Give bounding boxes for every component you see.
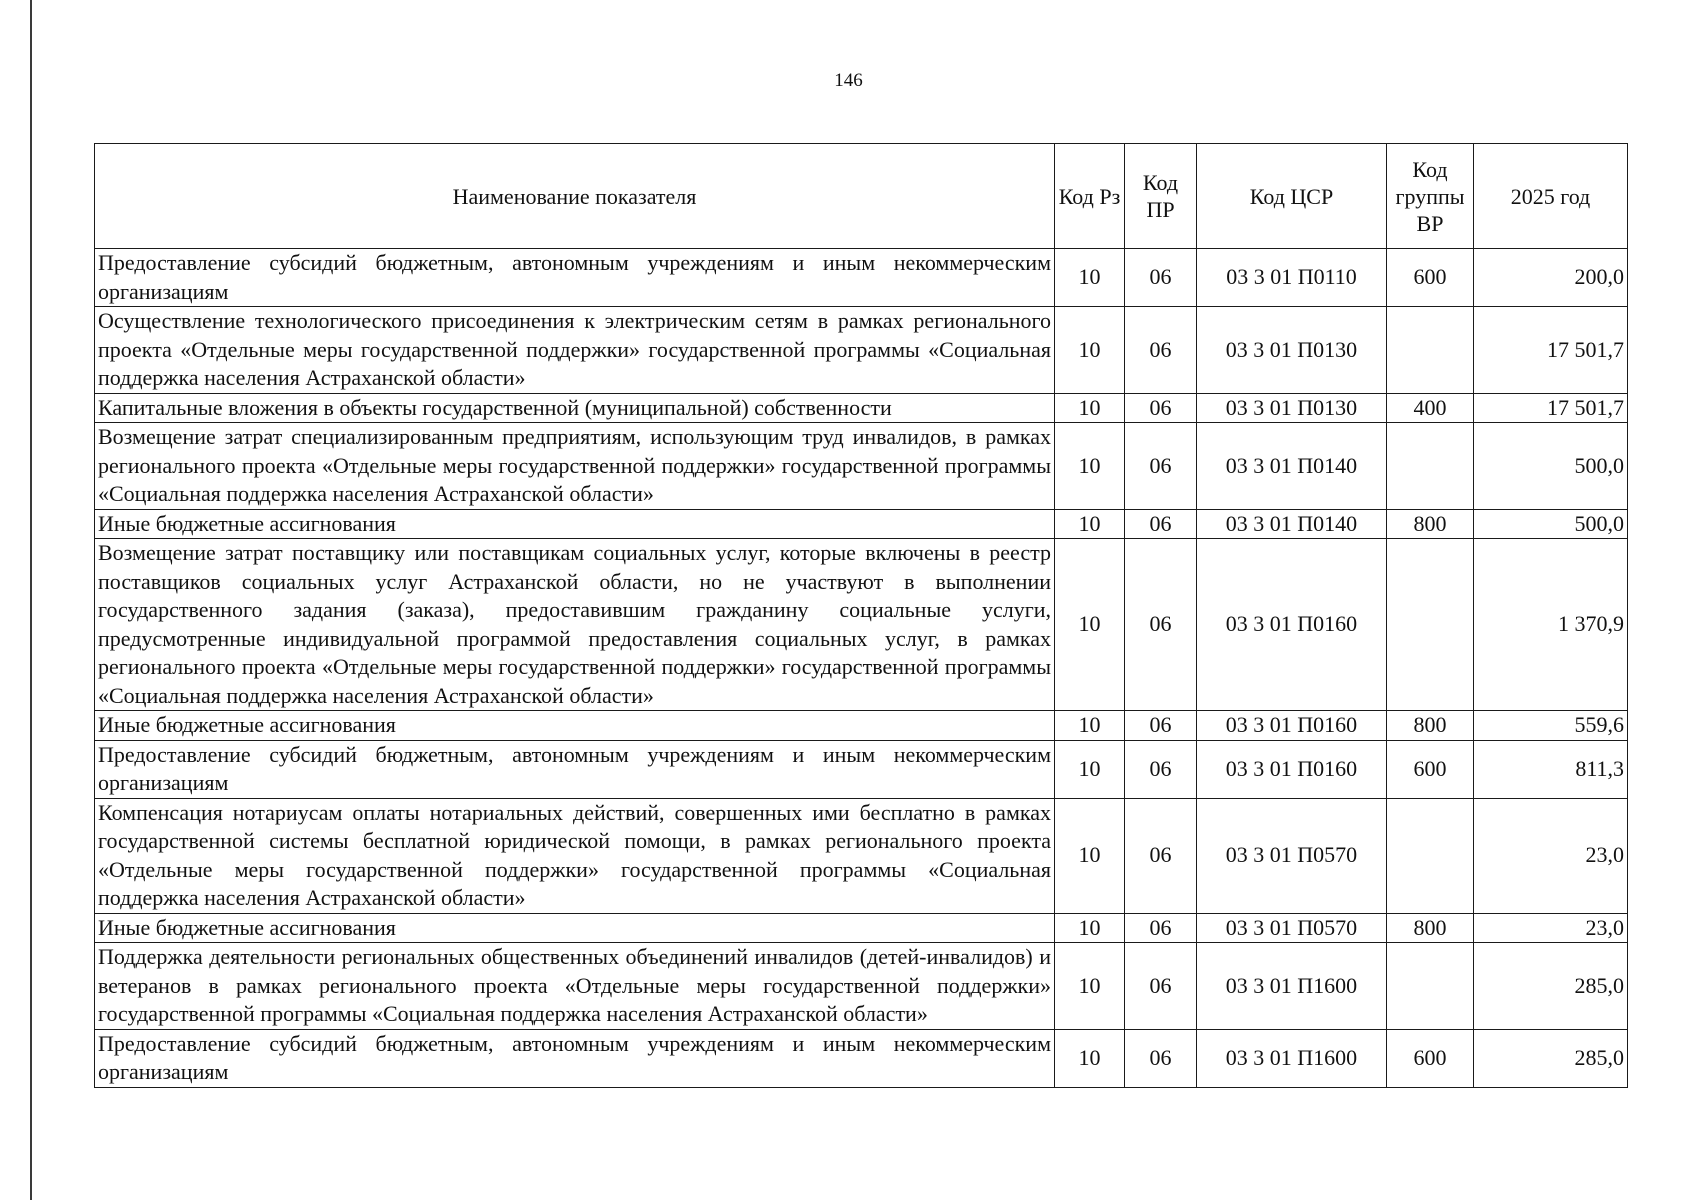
cell-vr [1387, 943, 1474, 1030]
cell-rz: 10 [1055, 423, 1125, 510]
cell-pr: 06 [1125, 539, 1197, 711]
table-row [95, 740, 1628, 798]
header-vr: Код группы ВР [1387, 144, 1474, 249]
cell-name: Осуществление технологического присоединения к электрическим сетям в рамках регионального проекта «Отдельные меры государственной поддержки» государственной программы «Социальная поддержка населения Астраханской области» [95, 307, 1055, 394]
cell-csr: 03 3 01 П0130 [1197, 307, 1387, 394]
table-row [95, 943, 1628, 1030]
table-row [95, 711, 1628, 741]
budget-table [94, 143, 1628, 1088]
header-year: 2025 год [1474, 144, 1628, 249]
cell-amount: 285,0 [1474, 1029, 1628, 1087]
cell-name: Возмещение затрат специализированным предприятиям, использующим труд инвалидов, в рамках регионального проекта «Отдельные меры государственной поддержки» государственной программы «Социальная поддержка населения Астраханской области» [95, 423, 1055, 510]
cell-rz: 10 [1055, 740, 1125, 798]
cell-vr: 800 [1387, 913, 1474, 943]
header-pr: Код ПР [1125, 144, 1197, 249]
cell-vr [1387, 539, 1474, 711]
cell-rz: 10 [1055, 1029, 1125, 1087]
cell-rz: 10 [1055, 913, 1125, 943]
cell-csr: 03 3 01 П1600 [1197, 943, 1387, 1030]
cell-pr: 06 [1125, 393, 1197, 423]
table-header-row [95, 144, 1628, 249]
cell-pr: 06 [1125, 307, 1197, 394]
cell-name: Предоставление субсидий бюджетным, автономным учреждениям и иным некоммерческим организациям [95, 1029, 1055, 1087]
cell-vr: 600 [1387, 1029, 1474, 1087]
table-row [95, 393, 1628, 423]
cell-rz: 10 [1055, 711, 1125, 741]
table-row [95, 913, 1628, 943]
cell-pr: 06 [1125, 798, 1197, 913]
header-csr: Код ЦСР [1197, 144, 1387, 249]
cell-pr: 06 [1125, 509, 1197, 539]
cell-amount: 811,3 [1474, 740, 1628, 798]
cell-name: Компенсация нотариусам оплаты нотариальных действий, совершенных ими бесплатно в рамках государственной системы бесплатной юридической помощи, в рамках регионального проекта «Отдельные меры государственной поддержки» государственной программы «Социальная поддержка населения Астраханской области» [95, 798, 1055, 913]
cell-csr: 03 3 01 П0140 [1197, 509, 1387, 539]
cell-name: Предоставление субсидий бюджетным, автономным учреждениям и иным некоммерческим организациям [95, 740, 1055, 798]
table-row [95, 249, 1628, 307]
cell-amount: 285,0 [1474, 943, 1628, 1030]
cell-vr [1387, 307, 1474, 394]
cell-amount: 559,6 [1474, 711, 1628, 741]
cell-vr: 800 [1387, 509, 1474, 539]
cell-pr: 06 [1125, 423, 1197, 510]
cell-rz: 10 [1055, 798, 1125, 913]
cell-vr: 600 [1387, 249, 1474, 307]
cell-rz: 10 [1055, 307, 1125, 394]
cell-csr: 03 3 01 П0570 [1197, 798, 1387, 913]
cell-pr: 06 [1125, 740, 1197, 798]
cell-pr: 06 [1125, 913, 1197, 943]
cell-name: Иные бюджетные ассигнования [95, 509, 1055, 539]
cell-amount: 200,0 [1474, 249, 1628, 307]
cell-rz: 10 [1055, 393, 1125, 423]
cell-csr: 03 3 01 П0160 [1197, 539, 1387, 711]
table-row [95, 798, 1628, 913]
table-row [95, 1029, 1628, 1087]
table-row [95, 307, 1628, 394]
binding-margin-line [30, 0, 32, 1200]
cell-amount: 23,0 [1474, 913, 1628, 943]
cell-csr: 03 3 01 П1600 [1197, 1029, 1387, 1087]
cell-pr: 06 [1125, 1029, 1197, 1087]
cell-name: Иные бюджетные ассигнования [95, 711, 1055, 741]
cell-vr: 400 [1387, 393, 1474, 423]
header-rz: Код Рз [1055, 144, 1125, 249]
cell-vr [1387, 423, 1474, 510]
cell-rz: 10 [1055, 539, 1125, 711]
table-row [95, 539, 1628, 711]
cell-csr: 03 3 01 П0160 [1197, 711, 1387, 741]
cell-csr: 03 3 01 П0110 [1197, 249, 1387, 307]
cell-amount: 23,0 [1474, 798, 1628, 913]
table-row [95, 423, 1628, 510]
cell-amount: 17 501,7 [1474, 307, 1628, 394]
cell-rz: 10 [1055, 509, 1125, 539]
cell-amount: 1 370,9 [1474, 539, 1628, 711]
cell-pr: 06 [1125, 943, 1197, 1030]
cell-name: Иные бюджетные ассигнования [95, 913, 1055, 943]
cell-vr [1387, 798, 1474, 913]
cell-pr: 06 [1125, 711, 1197, 741]
page-number: 146 [834, 70, 863, 91]
cell-vr: 800 [1387, 711, 1474, 741]
cell-csr: 03 3 01 П0130 [1197, 393, 1387, 423]
cell-csr: 03 3 01 П0570 [1197, 913, 1387, 943]
cell-csr: 03 3 01 П0160 [1197, 740, 1387, 798]
cell-rz: 10 [1055, 943, 1125, 1030]
table-row [95, 509, 1628, 539]
cell-vr: 600 [1387, 740, 1474, 798]
header-name: Наименование показателя [95, 144, 1055, 249]
cell-amount: 17 501,7 [1474, 393, 1628, 423]
cell-rz: 10 [1055, 249, 1125, 307]
cell-pr: 06 [1125, 249, 1197, 307]
cell-name: Предоставление субсидий бюджетным, автономным учреждениям и иным некоммерческим организациям [95, 249, 1055, 307]
cell-name: Поддержка деятельности региональных общественных объединений инвалидов (детей-инвалидов) и ветеранов в рамках регионального проекта «Отдельные меры государственной поддержки» государственной программы «Социальная поддержка населения Астраханской области» [95, 943, 1055, 1030]
cell-name: Возмещение затрат поставщику или поставщикам социальных услуг, которые включены в реестр поставщиков социальных услуг Астраханской области, но не участвуют в выполнении государственного задания (заказа), предоставившим гражданину социальные услуги, предусмотренные индивидуальной программой предоставления социальных услуг, в рамках регионального проекта «Отдельные меры государственной поддержки» государственной программы «Социальная поддержка населения Астраханской области» [95, 539, 1055, 711]
cell-amount: 500,0 [1474, 423, 1628, 510]
cell-amount: 500,0 [1474, 509, 1628, 539]
table-body [95, 249, 1628, 1088]
cell-csr: 03 3 01 П0140 [1197, 423, 1387, 510]
cell-name: Капитальные вложения в объекты государственной (муниципальной) собственности [95, 393, 1055, 423]
